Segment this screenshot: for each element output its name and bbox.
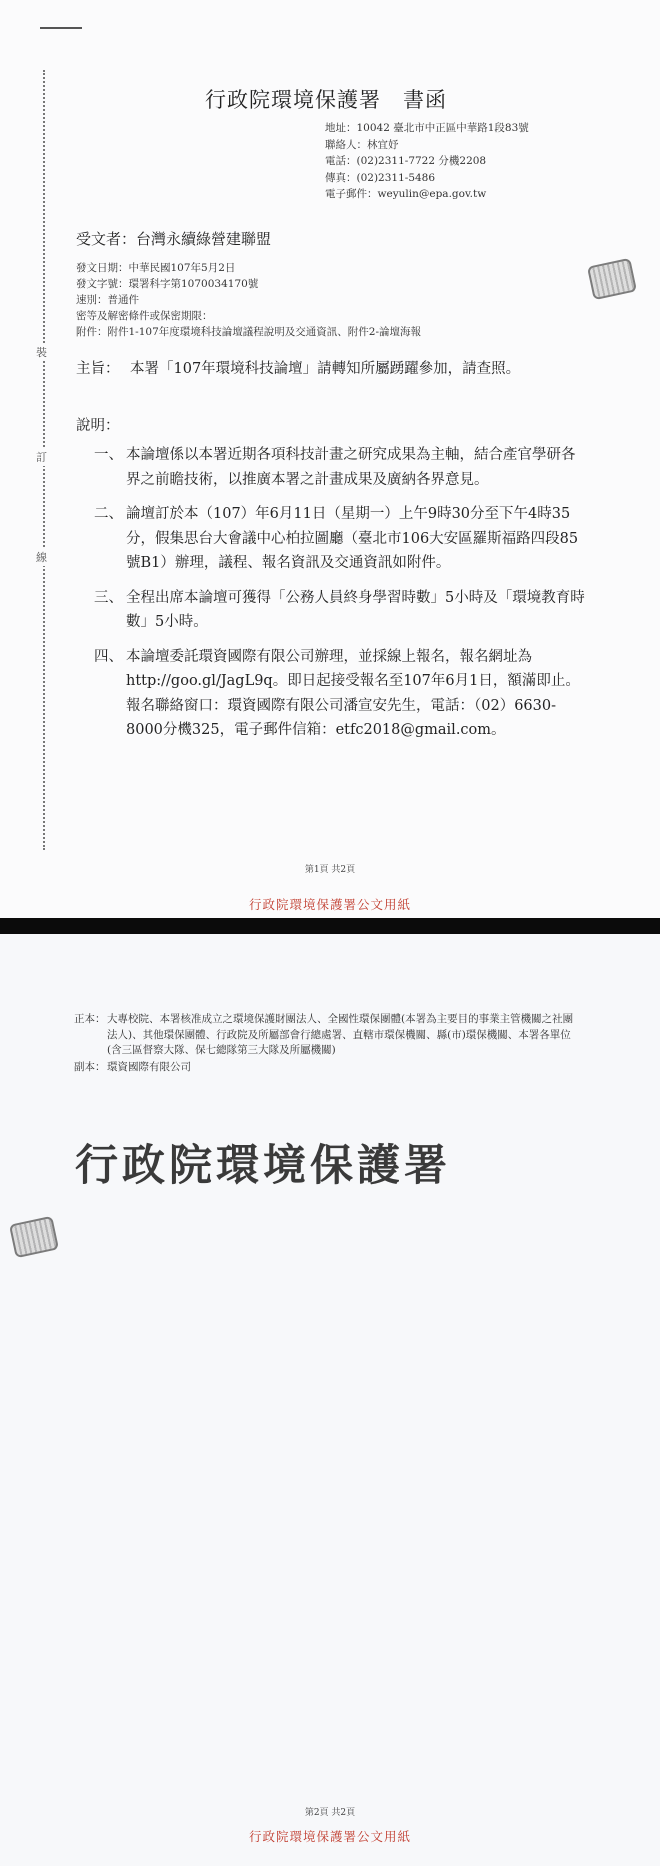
binding-char: 裝 [36,343,47,361]
copy-label: 副本： [74,1060,106,1073]
binding-char: 訂 [36,448,47,466]
speed-class: 速別：普通件 [76,294,139,306]
original-recipients [74,1012,579,1059]
title-agency: 行政院環境保護署 [205,88,381,112]
item-number: 四、 [94,648,123,665]
page-number: 第2頁 共2頁 [304,1808,356,1818]
item-number: 三、 [94,589,123,606]
confidentiality: 密等及解密條件或保密期限： [76,310,213,322]
contact-email: 電子郵件：weyulin@epa.gov.tw [325,188,487,200]
explanation-item [76,443,588,492]
subject-section [76,356,596,382]
subject-label: 主旨： [76,361,120,377]
copy-text: 環資國際有限公司 [107,1060,191,1073]
document-page-1 [0,0,660,918]
letterhead-footer: 行政院環境保護署公文用紙 [248,1829,411,1844]
doc-number: 發文字號：環署科字第1070034170號 [76,278,259,290]
distribution-block [74,1012,579,1076]
page-corner-mark [40,27,82,29]
explanation-item [76,586,588,635]
letterhead-footer: 行政院環境保護署公文用紙 [248,897,411,912]
contact-fax: 傳真：(02)2311-5486 [325,171,436,184]
item-number: 二、 [94,506,123,522]
contact-person: 聯絡人：林宜妤 [325,138,399,151]
letter-title [205,84,447,114]
item-text: 論壇訂於本（107）年6月11日（星期一）上午9時30分至下午4時35分，假集思台大會議中心柏拉圖廳（臺北市106大安區羅斯福路四段85號B1）辦理，議程、報名資訊及交通資訊如附件。 [126,506,579,571]
explanation-item [76,645,588,743]
item-text: 全程出席本論壇可獲得「公務人員終身學習時數」5小時及「環境教育時數」5小時。 [126,589,585,630]
item-number: 一、 [94,447,123,463]
binding-char: 線 [36,548,47,566]
document-meta [76,260,421,340]
original-text: 大專校院、本署核准成立之環境保護財團法人、全國性環保團體(本署為主要目的事業主管機關之社團法人)、其他環保團體、行政院及所屬部會行總處署、直轄市環保機關、縣(市)環保機關、本署各單位(含三區督察大隊、保七總隊第三大隊及所屬機關) [107,1013,574,1056]
attachments: 附件：附件1-107年度環境科技論壇議程說明及交通資訊、附件2-論壇海報 [76,326,421,338]
item-text: 本論壇委託環資國際有限公司辦理，並採線上報名，報名網址為http://goo.gl/JagL9q。即日起接受報名至107年6月1日，額滿即止。報名聯絡窗口：環資國際有限公司潘宣安先生，電話：（02）6630-8000分機325，電子郵件信箱：etfc2018@gmail.com。 [126,648,580,738]
page-number: 第1頁 共2頁 [304,865,356,875]
explanation-list [76,443,588,753]
contact-phone: 電話：(02)2311-7722 分機2208 [325,155,487,167]
original-label: 正本： [74,1013,106,1025]
agency-signature: 行政院環境保護署 [75,1141,451,1191]
item-text: 本論壇係以本署近期各項科技計畫之研究成果為主軸，結合產官學研各界之前瞻技術，以推廣本署之計畫成果及廣納各界意見。 [126,447,576,488]
contact-block [325,120,529,203]
title-doc-type: 書函 [403,88,447,112]
explanation-item [76,502,588,576]
contact-address: 地址：10042 臺北市中正區中華路1段83號 [325,122,529,134]
subject-text: 本署「107年環境科技論壇」請轉知所屬踴躍參加，請查照。 [130,361,521,377]
registration-stamp [587,258,637,300]
copy-recipients [74,1060,579,1076]
recipient: 受文者：台灣永續綠營建聯盟 [76,230,272,248]
issue-date: 發文日期：中華民國107年5月2日 [76,262,236,274]
explanation-label: 說明： [76,418,120,434]
